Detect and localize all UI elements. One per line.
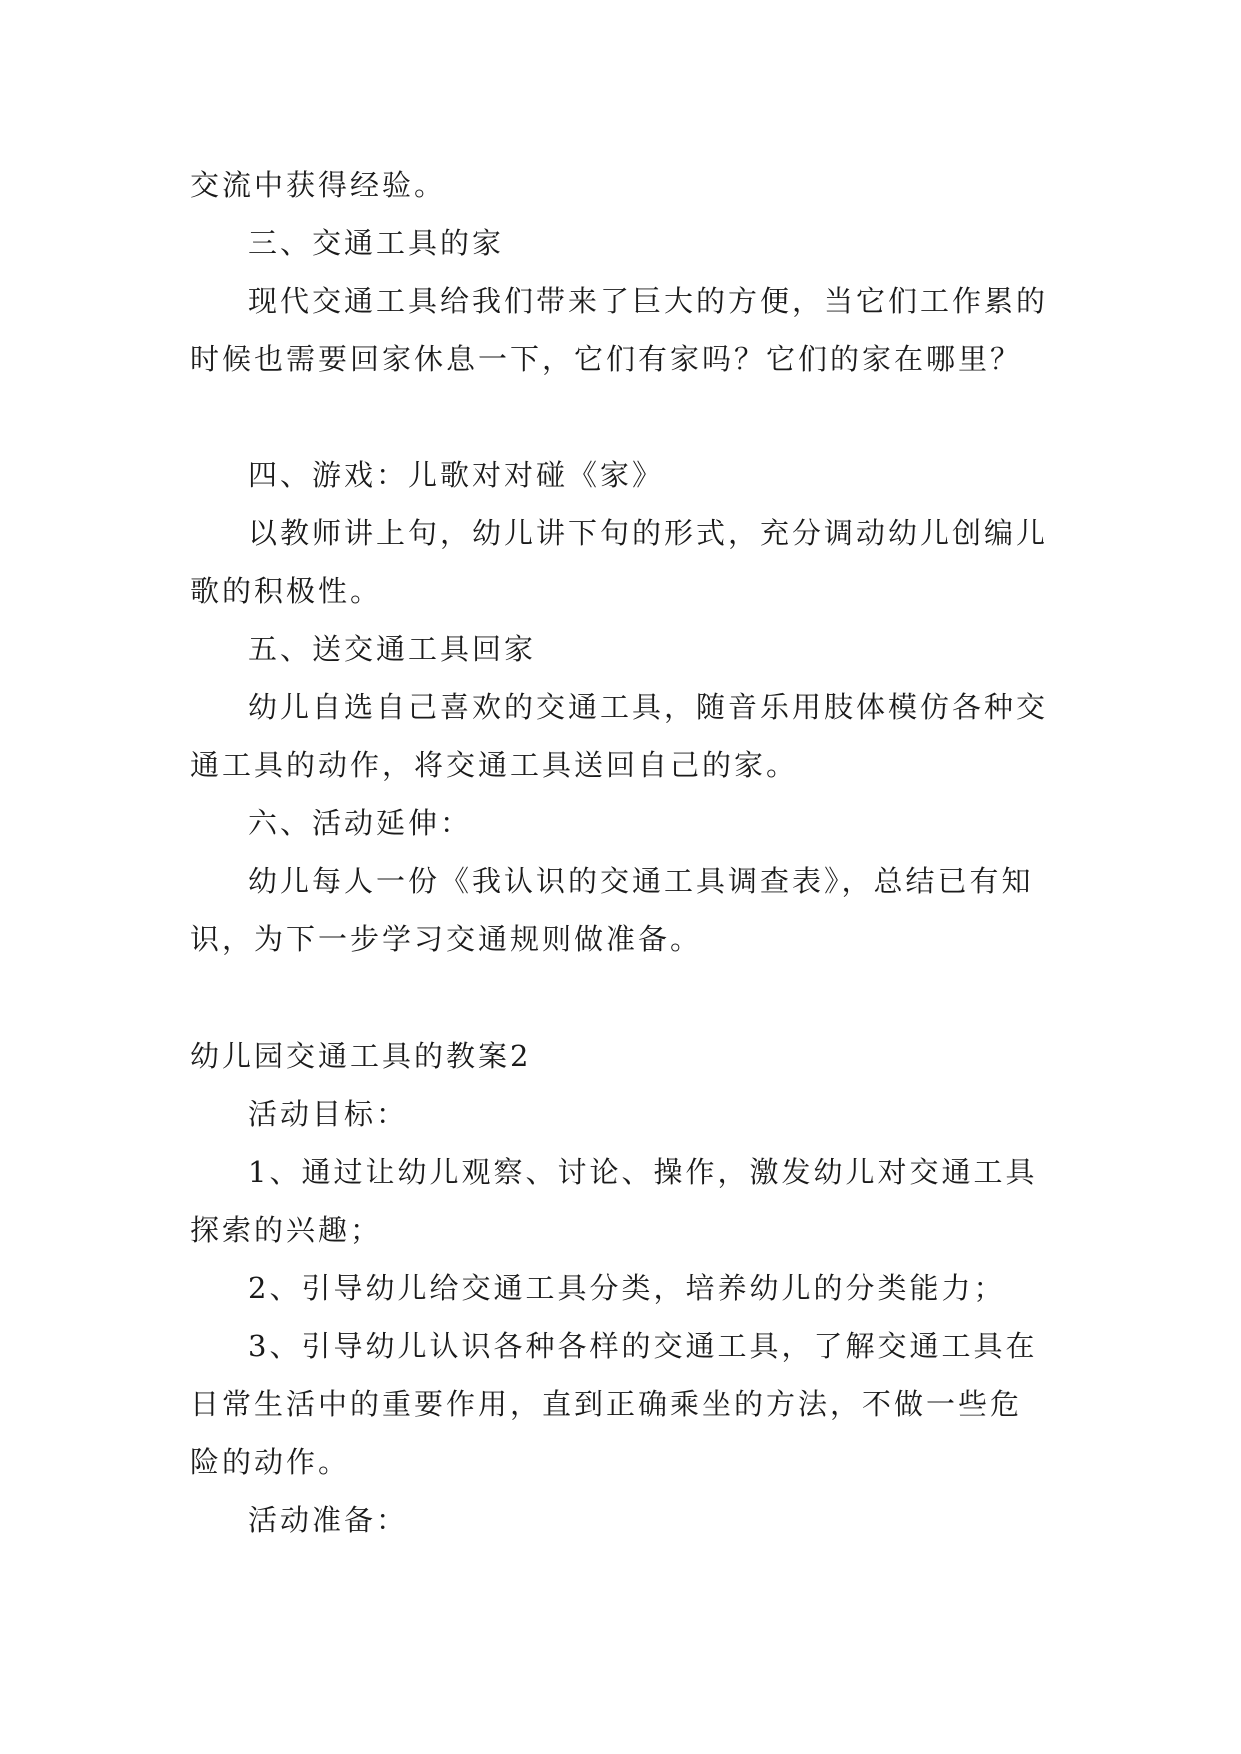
goal-item-3: 3、引导幼儿认识各种各样的交通工具，了解交通工具在日常生活中的重要作用，直到正确乘坐的方法，不做一些危险的动作。 (190, 1329, 1038, 1479)
paragraph-vehicle-home: 现代交通工具给我们带来了巨大的方便，当它们工作累的时候也需要回家休息一下，它们有家吗？它们的家在哪里？ (190, 284, 1049, 376)
section-heading-3: 三、交通工具的家 (248, 226, 505, 260)
activity-prep-heading: 活动准备： (248, 1503, 409, 1537)
activity-goals-heading: 活动目标： (248, 1097, 409, 1131)
section-heading-6: 六、活动延伸： (248, 806, 473, 840)
section-heading-5: 五、送交通工具回家 (248, 632, 537, 666)
paragraph-extension: 幼儿每人一份《我认识的交通工具调查表》，总结已有知识，为下一步学习交通规则做准备。 (190, 864, 1034, 956)
section-heading-4: 四、游戏：儿歌对对碰《家》 (248, 458, 665, 492)
lesson-plan-title: 幼儿园交通工具的教案2 (190, 1039, 532, 1073)
paragraph-continuation: 交流中获得经验。 (190, 168, 447, 202)
paragraph-send-home: 幼儿自选自己喜欢的交通工具，随音乐用肢体模仿各种交通工具的动作，将交通工具送回自己的家。 (190, 690, 1049, 782)
goal-item-2: 2、引导幼儿给交通工具分类，培养幼儿的分类能力； (248, 1271, 1006, 1305)
goal-item-1: 1、通过让幼儿观察、讨论、操作，激发幼儿对交通工具探索的兴趣； (190, 1155, 1038, 1247)
paragraph-game: 以教师讲上句，幼儿讲下句的形式，充分调动幼儿创编儿歌的积极性。 (190, 516, 1049, 608)
